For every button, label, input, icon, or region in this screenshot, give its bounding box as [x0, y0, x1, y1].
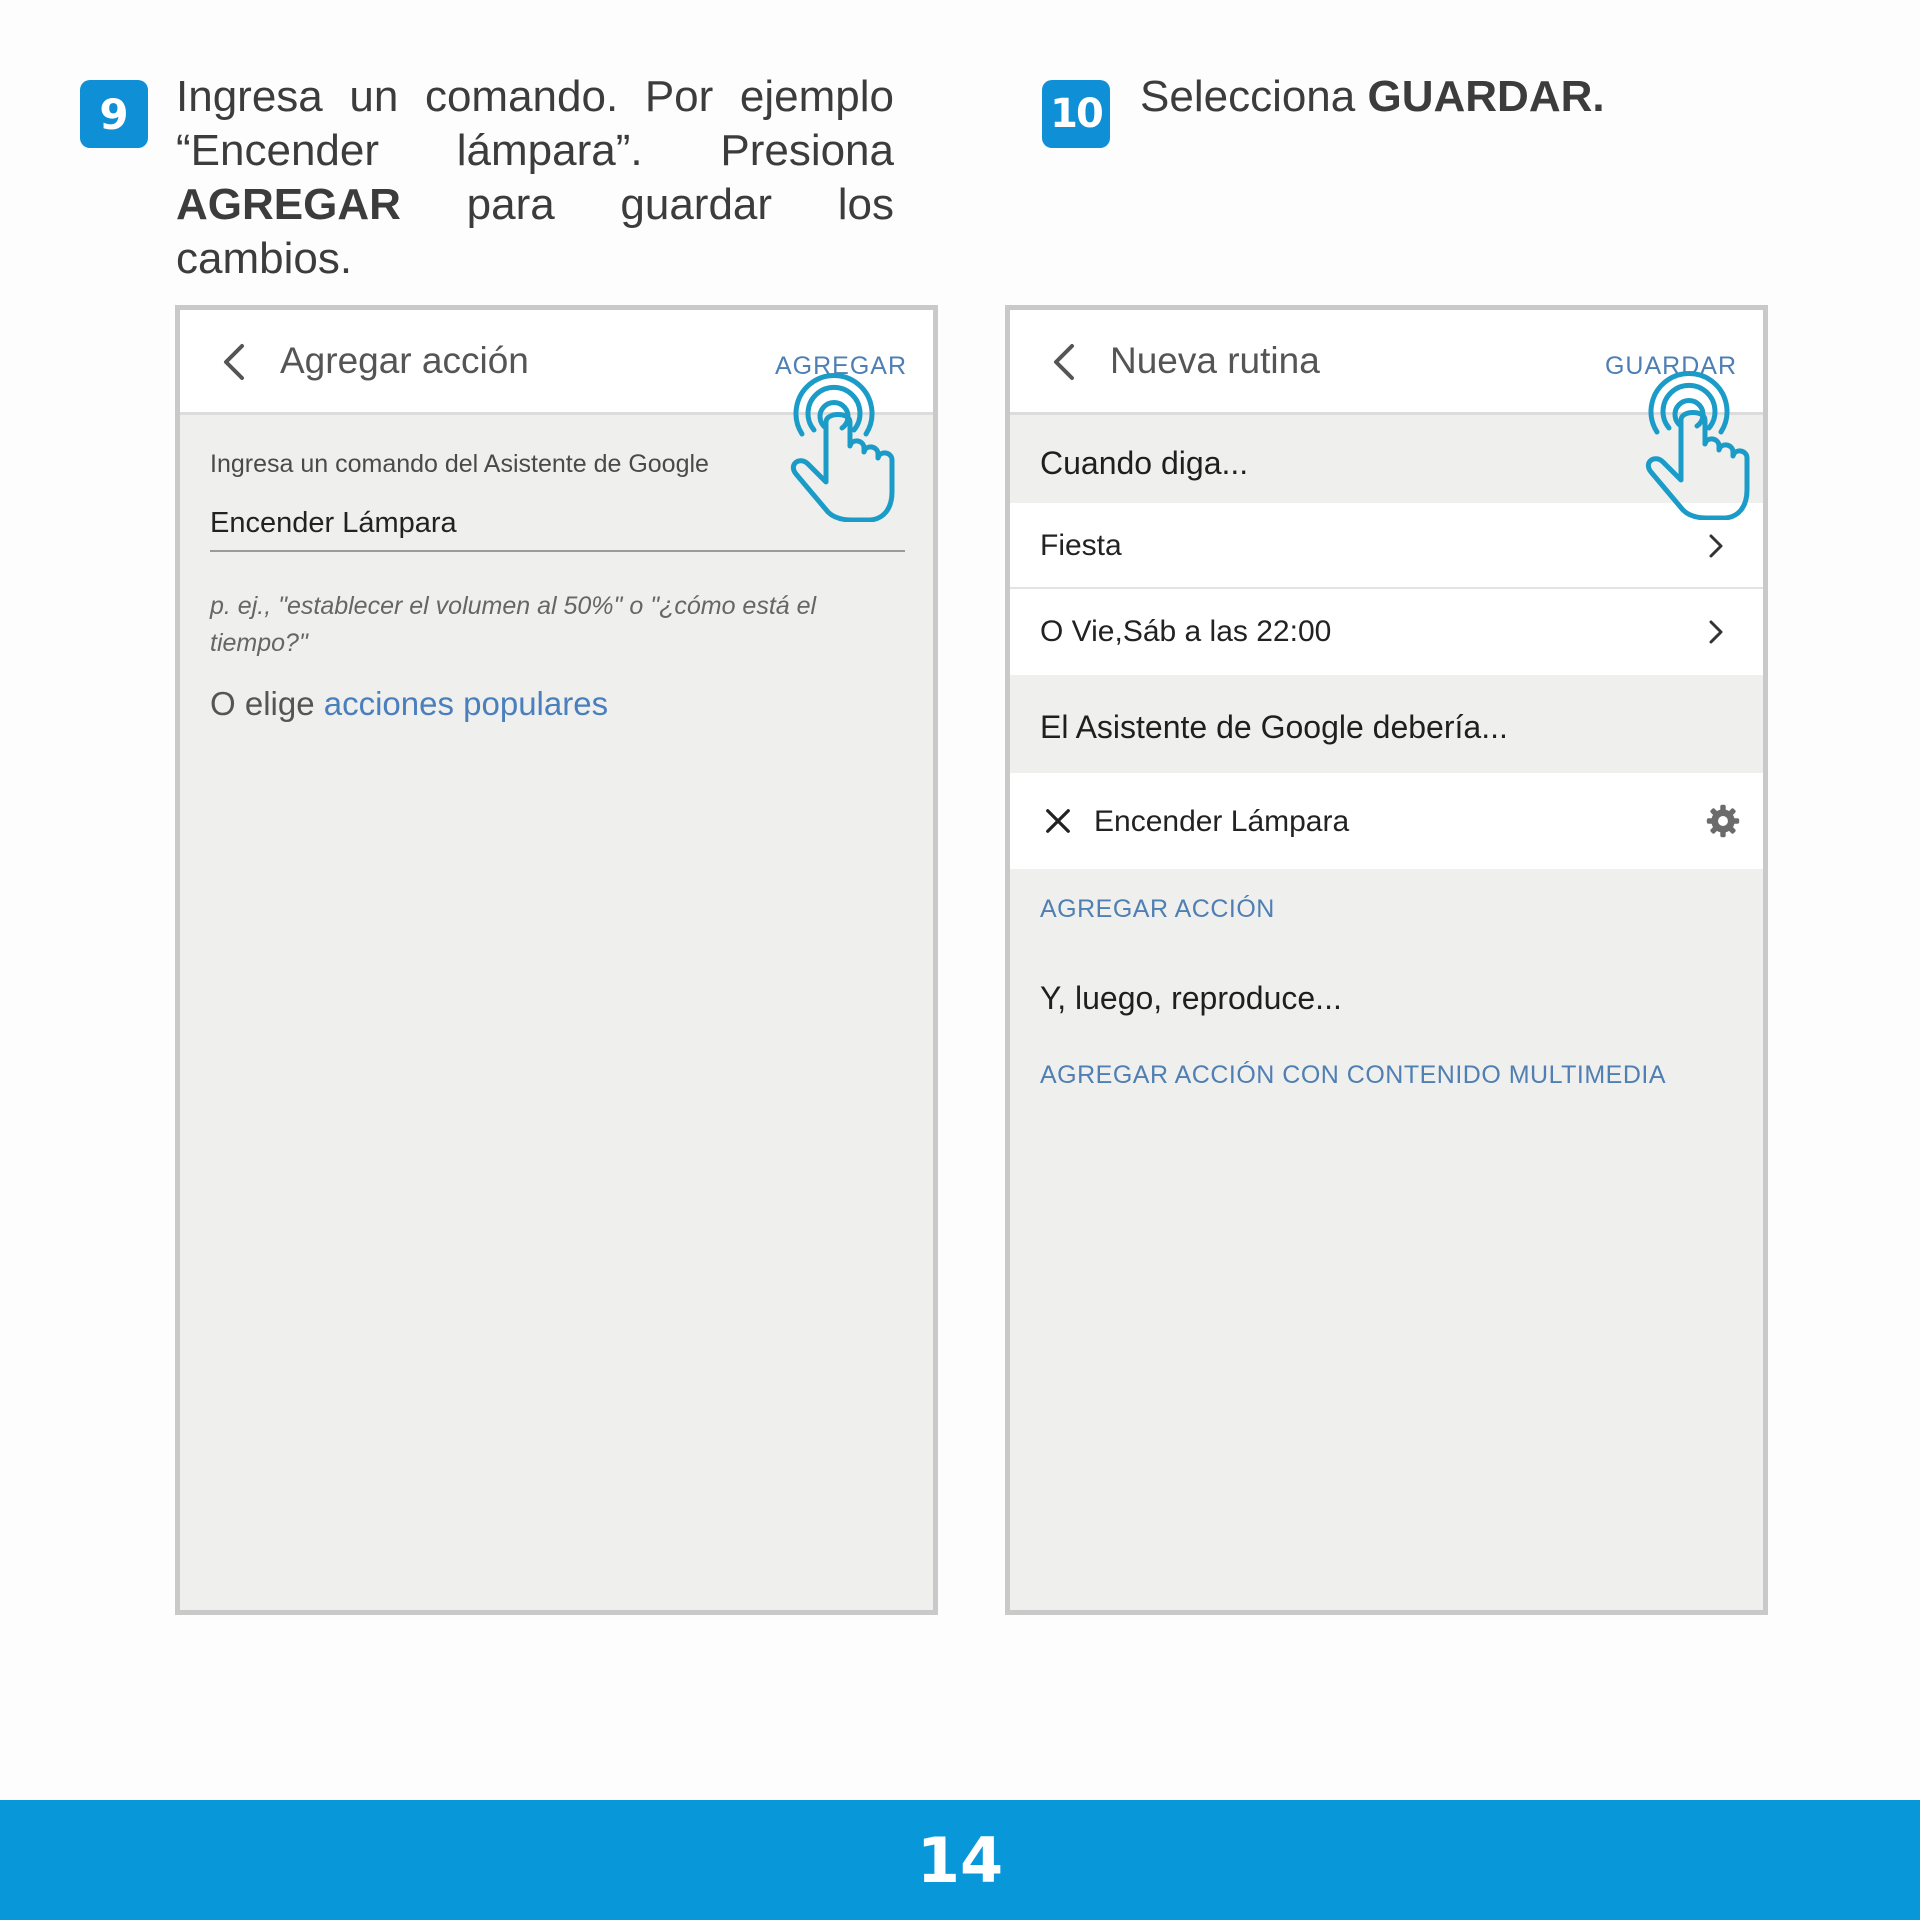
- chevron-right-icon: [1707, 618, 1725, 646]
- add-action-link[interactable]: AGREGAR ACCIÓN: [1040, 895, 1275, 923]
- guardar-emphasis: GUARDAR.: [1367, 72, 1605, 121]
- step-9-badge: 9: [80, 80, 148, 148]
- back-arrow-icon[interactable]: [1046, 340, 1086, 384]
- page-title: Agregar acción: [280, 340, 529, 381]
- agregar-emphasis: AGREGAR: [176, 180, 401, 229]
- command-field-label: Ingresa un comando del Asistente de Google: [210, 450, 709, 478]
- step-10-instruction: Selecciona GUARDAR.: [1140, 72, 1605, 121]
- then-section-header: Y, luego, reproduce...: [1040, 980, 1342, 1016]
- add-media-action-link[interactable]: AGREGAR ACCIÓN CON CONTENIDO MULTIMEDIA: [1040, 1061, 1667, 1089]
- tap-hand-icon: [780, 372, 900, 522]
- chevron-right-icon: [1707, 532, 1725, 560]
- page-title: Nueva rutina: [1110, 340, 1320, 381]
- close-icon[interactable]: [1044, 807, 1072, 835]
- screenshot-agregar-accion: [175, 305, 938, 1615]
- step-9-instruction: Ingresa un comando. Por ejemplo “Encender lámpara”. Presiona AGREGAR para guardar los cambios.: [176, 72, 895, 283]
- when-section-header: Cuando diga...: [1040, 445, 1249, 481]
- back-arrow-icon[interactable]: [216, 340, 256, 384]
- action-item-row: Encender Lámpara: [1010, 773, 1763, 869]
- tap-hand-icon: [1635, 370, 1755, 520]
- assistant-section-header: El Asistente de Google debería...: [1040, 709, 1508, 745]
- screenshot-nueva-rutina: [1005, 305, 1768, 1615]
- command-input-underline: [210, 550, 905, 552]
- popular-actions-prompt: O elige acciones populares: [210, 685, 609, 722]
- example-hint: p. ej., "establecer el volumen al 50%" o "¿cómo está el tiempo?": [210, 592, 817, 657]
- command-input[interactable]: Encender Lámpara: [210, 507, 457, 539]
- step-10-badge: 10: [1042, 80, 1110, 148]
- trigger-phrase-row[interactable]: Fiesta: [1010, 503, 1763, 589]
- guardar-button[interactable]: GUARDAR: [1604, 352, 1737, 380]
- page-number: 14: [916, 1823, 1004, 1897]
- gear-icon[interactable]: [1705, 803, 1741, 839]
- footer-bar: [0, 1800, 1920, 1920]
- popular-actions-link[interactable]: acciones populares: [323, 685, 609, 722]
- trigger-schedule-row[interactable]: O Vie,Sáb a las 22:00: [1010, 589, 1763, 675]
- agregar-button[interactable]: AGREGAR: [774, 352, 907, 380]
